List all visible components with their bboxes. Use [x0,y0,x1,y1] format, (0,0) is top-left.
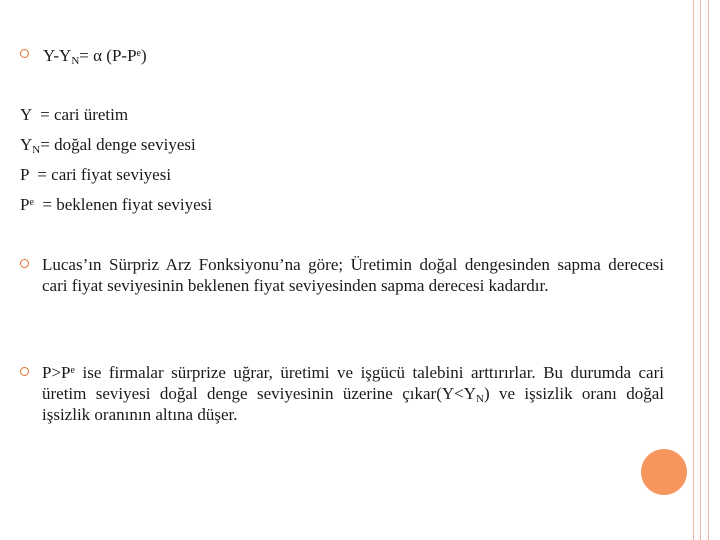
bullet-icon [20,367,29,376]
decorative-circle [641,449,687,495]
definition-p: P = cari fiyat seviyesi [20,165,172,184]
definition-pe: $P^e$ = beklenen fiyat seviyesi [20,195,213,214]
frame-line [708,0,709,540]
frame-line [700,0,701,540]
formula: $Y-Y_N= \alpha$ $(P-P^e)$ [43,46,147,67]
frame-line [693,0,694,540]
definition-y: Y = cari üretim [20,105,129,124]
definition-yn: $Y_N=$ doğal denge seviyesi [20,135,196,156]
surprise-paragraph: $P>P^e$ ise firmalar sürprize uğrar, üretimi ve işgücü talebini arttırırlar. Bu durumda cari üretim seviyesi doğal denge seviyesinin üzerine $çıkar(Y<Y_N)$ ve işsizlik oranı doğal işsizlik oranının altına düşer. [42,363,664,424]
bullet-icon [20,49,29,58]
lucas-paragraph: Lucas’ın Sürpriz Arz Fonksiyonu’na göre; Üretimin doğal dengesinden sapma derecesi cari fiyat seviyesinin beklenen fiyat seviyesinden sapma derecesi kadardır. [42,255,664,295]
bullet-icon [20,259,29,268]
